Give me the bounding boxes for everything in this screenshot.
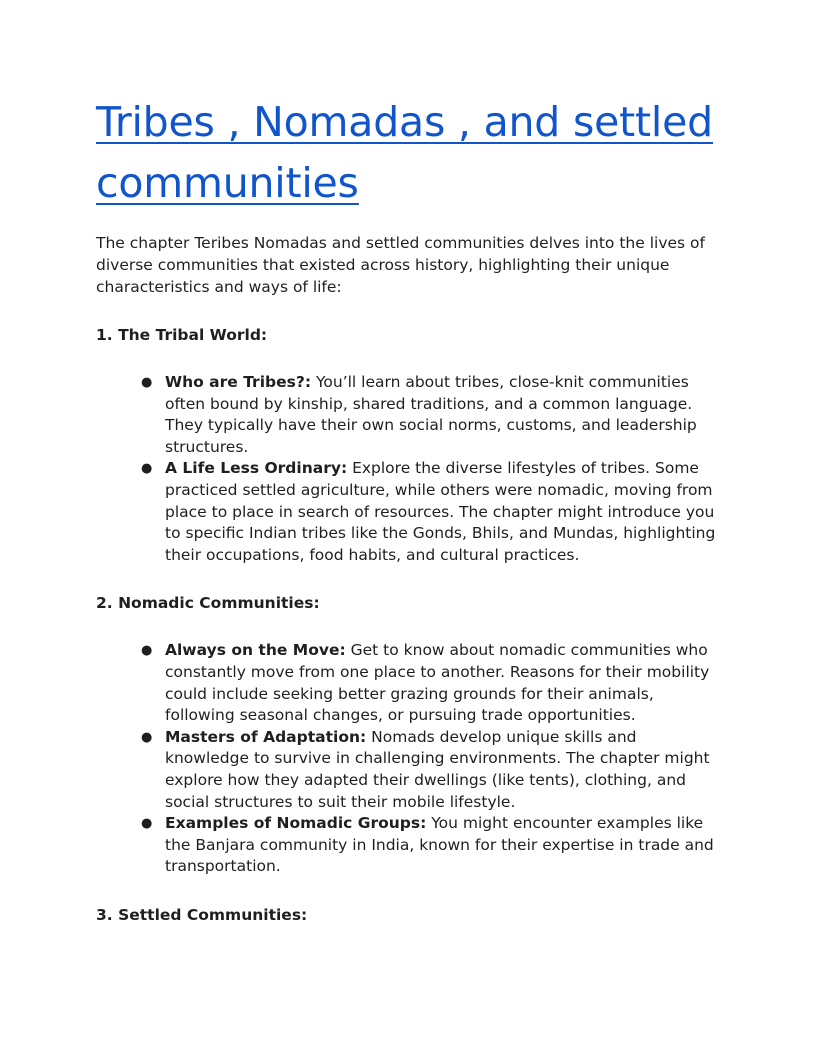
list-item-term: Always on the Move: — [165, 641, 346, 660]
list-item — [141, 640, 720, 726]
bullet-icon: ● — [141, 729, 153, 745]
list-item-term: Who are Tribes?: — [165, 373, 312, 391]
list-item-text: You might encounter examples like the Banjara community in India, known for their expertise in trade and transportation. — [165, 814, 714, 876]
list-item-term: Examples of Nomadic Groups: — [165, 814, 427, 833]
list-item-text: Explore the diverse lifestyles of tribes. Some practiced settled agriculture, while others were nomadic, moving from place to place in search of resources. The chapter might introduce you to specific Indian tribes like the Gonds, Bhils, and Mundas, highlighting their occupations, food habits, and cultural practices. — [165, 459, 716, 564]
section-heading-nomadic-communities: 2. Nomadic Communities: — [96, 594, 320, 613]
list-item — [141, 727, 720, 813]
bullet-list-tribal-world — [96, 372, 720, 566]
list-item-text: You’ll learn about tribes, close-knit communities often bound by kinship, shared traditions, and a common language. They typically have their own social norms, customs, and leadership structures. — [165, 373, 697, 456]
section-heading-settled-communities: 3. Settled Communities: — [96, 905, 308, 924]
list-item — [141, 813, 720, 878]
document-page — [96, 92, 720, 926]
bullet-list-nomadic-communities — [96, 640, 720, 878]
list-item-text: Nomads develop unique skills and knowledge to survive in challenging environments. The chapter might explore how they adapted their dwellings (like tents), clothing, and social structures to suit their mobile lifestyle. — [165, 727, 710, 811]
document-title[interactable] — [96, 92, 720, 214]
list-item — [141, 372, 720, 458]
bullet-icon: ● — [141, 816, 153, 832]
list-item-term: Masters of Adaptation: — [165, 727, 367, 746]
section-heading-tribal-world: 1. The Tribal World: — [96, 326, 268, 344]
intro-paragraph: The chapter Teribes Nomadas and settled communities delves into the lives of diverse communities that existed across history, highlighting their unique characteristics and ways of life: — [96, 234, 705, 296]
bullet-icon: ● — [141, 643, 153, 659]
bullet-icon: ● — [141, 375, 153, 390]
list-item-text: Get to know about nomadic communities who constantly move from one place to another. Reasons for their mobility could include seeking better grazing grounds for their animals, following seasonal changes, or pursuing trade opportunities. — [165, 641, 710, 725]
list-item-term: A Life Less Ordinary: — [165, 459, 348, 478]
bullet-icon: ● — [141, 461, 153, 477]
title-link[interactable]: Tribes , Nomadas , and settled communities — [96, 98, 713, 207]
list-item — [141, 458, 720, 566]
